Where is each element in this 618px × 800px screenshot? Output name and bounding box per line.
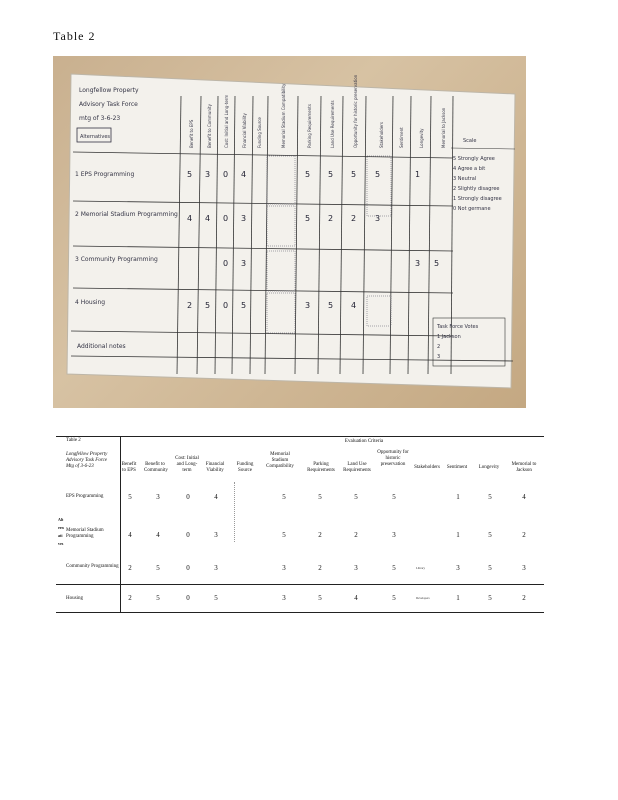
svg-text:3: 3 [305, 301, 311, 310]
col-header-4: Financial Viability [205, 462, 225, 473]
sheet-col-13: Memorial to Jackson [441, 107, 446, 148]
cell-1-2: 3 [156, 493, 160, 501]
svg-text:5: 5 [305, 214, 311, 223]
svg-text:5: 5 [328, 301, 334, 310]
typed-evaluation-table [56, 436, 544, 612]
sheet-header-line-1: Longfellow Property [79, 87, 139, 94]
funding-source-notes [234, 482, 259, 542]
cell-3-3: 0 [186, 564, 190, 572]
cell-2-7: 2 [318, 531, 322, 539]
svg-text:3: 3 [375, 214, 381, 223]
cell-1-7: 5 [318, 493, 322, 501]
sheet-row-1: 1 EPS Programming [75, 171, 135, 178]
svg-text:5: 5 [351, 170, 357, 179]
svg-text:0 Not germane: 0 Not germane [453, 206, 491, 212]
cell-4-12: 5 [488, 594, 492, 602]
svg-text:5: 5 [187, 170, 193, 179]
cell-2-9: 3 [392, 531, 396, 539]
sheet-col-9: Opportunity for historic preservation [353, 74, 358, 148]
sheet-col-1: Benefit to EPS [189, 119, 194, 148]
cell-1-3: 0 [186, 493, 190, 501]
svg-text:2: 2 [437, 344, 441, 350]
cell-2-6: 5 [282, 531, 286, 539]
svg-text:5: 5 [305, 170, 311, 179]
sheet-header-boxed: Alternatives [80, 134, 111, 140]
svg-text:3 Neutral: 3 Neutral [453, 176, 477, 182]
table-corner-label: Table 2 [66, 438, 81, 443]
col-header-10: Stakeholders [414, 465, 440, 470]
sheet-col-2: Benefit to Community [207, 104, 212, 148]
svg-text:4: 4 [205, 214, 211, 223]
cell-4-6: 3 [282, 594, 286, 602]
cell-3-12: 5 [488, 564, 492, 572]
cell-4-2: 5 [156, 594, 160, 602]
cell-3-2: 5 [156, 564, 160, 572]
table-header-title: Longfellow Property Advisory Task Force Mtg of 3-6-23 [66, 452, 108, 469]
svg-text:5 Strongly Agree: 5 Strongly Agree [453, 156, 495, 162]
evaluation-criteria-label: Evaluation Criteria [344, 439, 384, 444]
svg-text:0: 0 [223, 259, 229, 268]
svg-text:5: 5 [205, 301, 211, 310]
cell-1-11: 1 [456, 493, 460, 501]
cell-4-11: 1 [456, 594, 460, 602]
cell-3-7: 2 [318, 564, 322, 572]
cell-4-3: 0 [186, 594, 190, 602]
cell-3-4: 3 [214, 564, 218, 572]
sheet-header-line-2: Advisory Task Force [79, 101, 138, 108]
cell-3-13: 3 [522, 564, 526, 572]
paper-sheet [67, 74, 515, 388]
svg-text:Scale: Scale [463, 138, 477, 144]
sheet-col-8: Land Use Requirements [330, 100, 335, 148]
cell-2-3: 0 [186, 531, 190, 539]
sheet-col-6: Memorial Stadium Compatibility [281, 83, 286, 148]
cell-1-13: 4 [522, 493, 526, 501]
cell-3-9: 5 [392, 564, 396, 572]
cell-4-8: 4 [354, 594, 358, 602]
sheet-col-4: Financial Viability [242, 113, 247, 148]
sheet-col-7: Parking Requirements [307, 104, 312, 148]
cell-1-12: 5 [488, 493, 492, 501]
cell-4-13: 2 [522, 594, 526, 602]
table-bottom-rule [56, 612, 544, 613]
sheet-col-12: Longevity [419, 128, 424, 148]
cell-2-8: 2 [354, 531, 358, 539]
cell-1-4: 4 [214, 493, 218, 501]
svg-text:5: 5 [375, 170, 381, 179]
svg-text:4 Agree a bit: 4 Agree a bit [453, 166, 486, 172]
row-label-3: Community Programming [66, 564, 119, 569]
svg-text:4: 4 [187, 214, 193, 223]
col-header-7: Parking Requirements [307, 462, 335, 473]
cell-1-6: 5 [282, 493, 286, 501]
svg-text:5: 5 [434, 259, 440, 268]
col-header-5: Funding Source [236, 462, 254, 473]
svg-text:1 Strongly disagree: 1 Strongly disagree [453, 196, 502, 202]
svg-text:5: 5 [328, 170, 334, 179]
col-header-9: Opportunity for historic preservation [377, 450, 409, 467]
cell-2-11: 1 [456, 531, 460, 539]
cell-2-12: 5 [488, 531, 492, 539]
table-top-rule [56, 436, 544, 437]
col-header-13: Memorial to Jackson [511, 462, 537, 473]
cell-2-4: 3 [214, 531, 218, 539]
cell-1-1: 5 [128, 493, 132, 501]
col-header-11: Sentiment [446, 465, 468, 470]
svg-text:1: 1 [415, 170, 421, 179]
svg-text:3: 3 [241, 214, 247, 223]
svg-text:0: 0 [223, 170, 229, 179]
sheet-footer-left: Additional notes [77, 343, 126, 350]
cell-4-4: 5 [214, 594, 218, 602]
cell-3-6: 3 [282, 564, 286, 572]
svg-text:2: 2 [351, 214, 357, 223]
svg-text:2: 2 [328, 214, 334, 223]
page-title: Table 2 [53, 29, 96, 43]
svg-text:Task Force Votes: Task Force Votes [437, 324, 479, 330]
sheet-row-4: 4 Housing [75, 299, 106, 306]
svg-text:3: 3 [205, 170, 211, 179]
cell-1-8: 5 [354, 493, 358, 501]
svg-text:4: 4 [241, 170, 247, 179]
cell-3-1: 2 [128, 564, 132, 572]
sheet-col-10: Stakeholders [379, 121, 384, 148]
col-header-12: Longevity [478, 465, 500, 470]
cell-4-9: 5 [392, 594, 396, 602]
col-header-8: Land Use Requirements [343, 462, 371, 473]
cell-4-1: 2 [128, 594, 132, 602]
row-label-2: Memorial Stadium Programming [66, 528, 104, 539]
col-header-6: Memorial Stadium Compatibility [266, 452, 294, 469]
cell-3-11: 3 [456, 564, 460, 572]
sheet-drawing [53, 56, 526, 408]
table-row-rule [56, 584, 544, 585]
stakeholder-note: Library [416, 566, 425, 570]
alternatives-side-label: Alternatives [58, 517, 64, 546]
sheet-col-3: Cost: Initial and Long-term [224, 94, 229, 148]
cell-2-13: 2 [522, 531, 526, 539]
svg-text:3: 3 [437, 354, 441, 360]
handwritten-sheet-photo [53, 56, 526, 408]
cell-3-8: 3 [354, 564, 358, 572]
cell-1-9: 5 [392, 493, 396, 501]
svg-text:0: 0 [223, 301, 229, 310]
svg-text:2 Slightly disagree: 2 Slightly disagree [453, 186, 500, 192]
svg-text:3: 3 [415, 259, 421, 268]
sheet-row-3: 3 Community Programming [75, 256, 158, 263]
svg-text:3: 3 [241, 259, 247, 268]
sheet-col-11: Sentiment [399, 127, 404, 148]
sheet-row-2: 2 Memorial Stadium Programming [75, 211, 178, 218]
col-header-1: Benefit to EPS [121, 462, 137, 473]
sheet-col-5: Funding Source [257, 117, 262, 148]
row-label-4: Housing [66, 596, 83, 601]
svg-text:1 Jackson: 1 Jackson [437, 334, 461, 340]
stakeholder-note-2: Developers [416, 596, 430, 600]
svg-text:5: 5 [241, 301, 247, 310]
row-label-1: EPS Programming [66, 494, 104, 499]
col-header-3: Cost: Initial and Long-term [175, 456, 199, 473]
sheet-header-line-3: mtg of 3-6-23 [79, 115, 121, 122]
cell-2-1: 4 [128, 531, 132, 539]
svg-text:4: 4 [351, 301, 357, 310]
col-header-2: Benefit to Community [144, 462, 168, 473]
cell-4-7: 5 [318, 594, 322, 602]
svg-text:0: 0 [223, 214, 229, 223]
svg-text:2: 2 [187, 301, 193, 310]
cell-2-2: 4 [156, 531, 160, 539]
